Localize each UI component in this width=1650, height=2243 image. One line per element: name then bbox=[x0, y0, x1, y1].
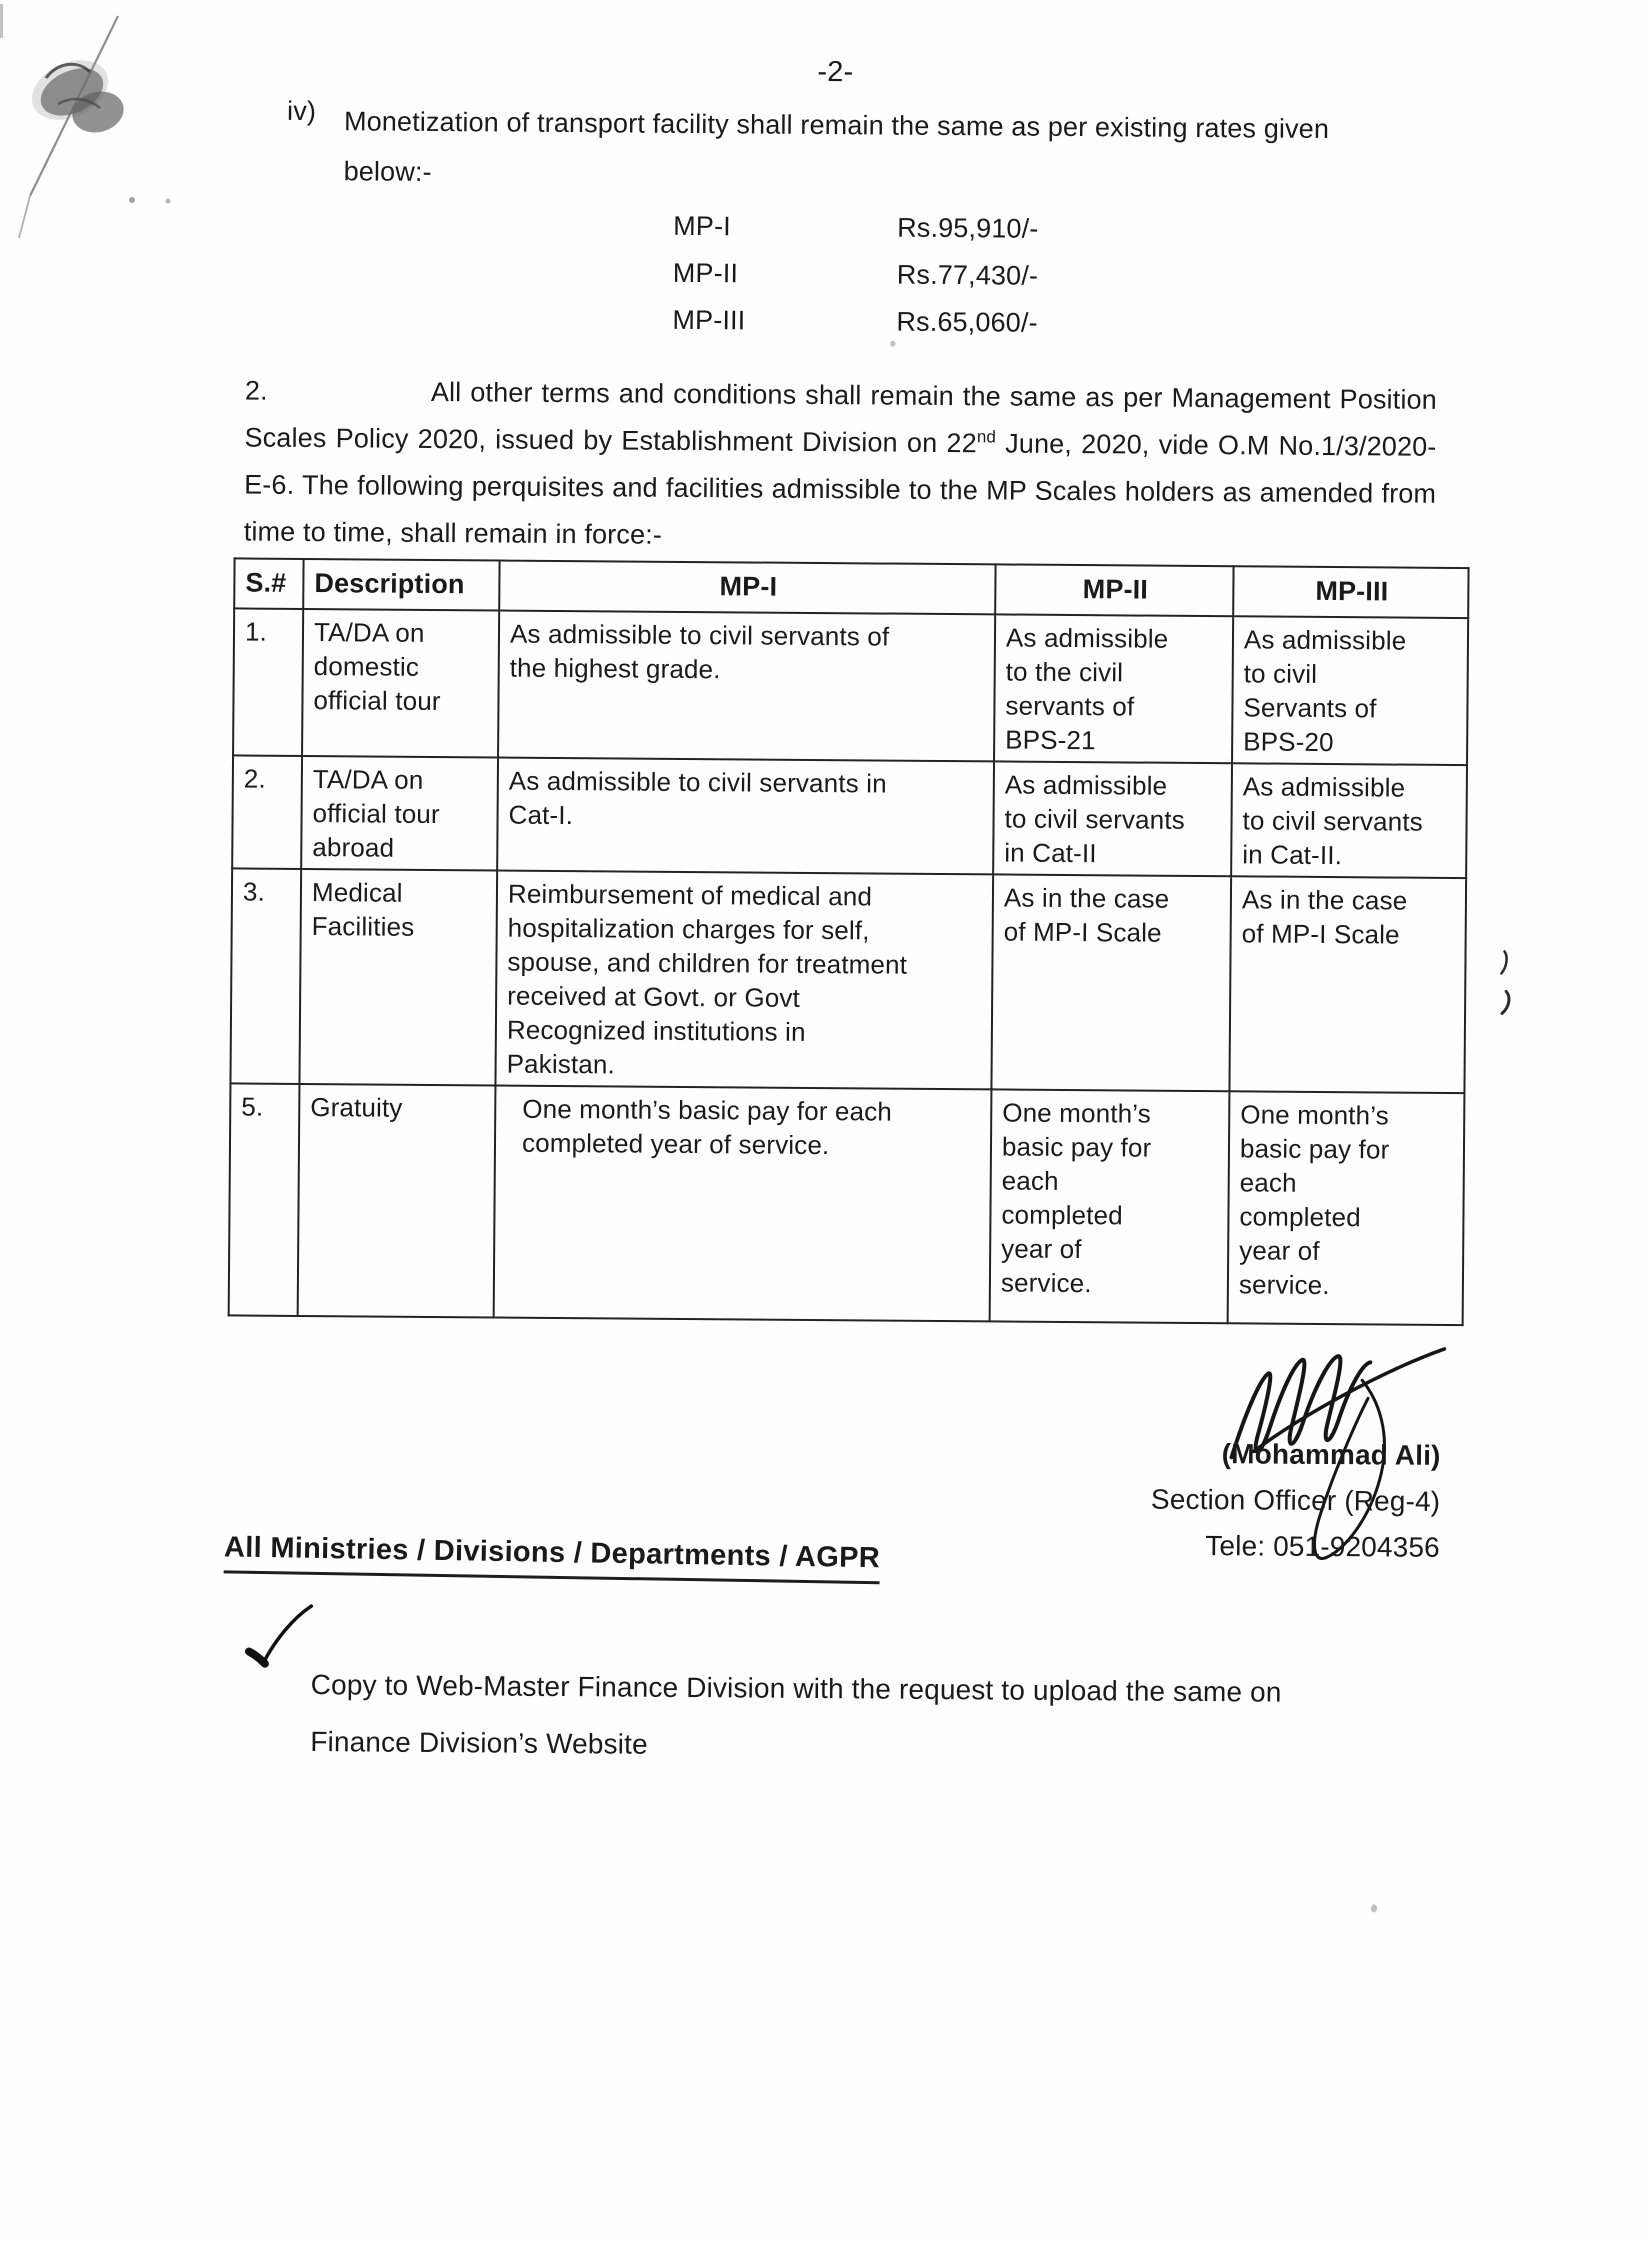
col-header-sn: S.# bbox=[234, 558, 303, 609]
cell-mp2: As in the case of MP-I Scale bbox=[991, 874, 1231, 1091]
cell-sn: 5. bbox=[229, 1083, 300, 1316]
item-iv bbox=[286, 96, 1329, 204]
paragraph-2-text: All other terms and conditions shall remain the same as per Management Position Scales Policy 2020, issued by Establishment Division on 22 bbox=[244, 376, 1437, 459]
item-iv-text bbox=[343, 96, 1329, 204]
checkmark-icon bbox=[235, 1599, 320, 1672]
cell-mp3: One month’s basic pay for each completed year of service. bbox=[1228, 1091, 1465, 1325]
cell-description: TA/DA on domestic official tour bbox=[302, 609, 499, 758]
col-header-mp3: MP-III bbox=[1233, 566, 1468, 618]
cell-mp2: As admissible to civil servants in Cat-II bbox=[993, 761, 1232, 876]
copy-note bbox=[310, 1656, 1282, 1778]
table-row bbox=[229, 1083, 1465, 1325]
rate-amount: Rs.95,910/- bbox=[897, 212, 1039, 244]
table-row bbox=[230, 868, 1466, 1093]
col-header-mp2: MP-II bbox=[995, 564, 1233, 616]
cell-mp2: As admissible to the civil servants of BPS-21 bbox=[994, 614, 1233, 763]
cell-sn: 1. bbox=[233, 608, 303, 756]
ordinal-superscript: nd bbox=[976, 427, 997, 447]
signatory-title: Section Officer (Reg-4) bbox=[1150, 1483, 1441, 1517]
cell-sn: 2. bbox=[232, 755, 302, 869]
monetization-rates bbox=[672, 211, 1038, 355]
cell-mp1: One month’s basic pay for each completed year of service. bbox=[494, 1085, 992, 1321]
col-header-mp1: MP-I bbox=[499, 561, 995, 615]
rate-row bbox=[673, 211, 1039, 261]
cell-mp1: Reimbursement of medical and hospitalization charges for self, spouse, and children for treatment received at Govt. or Govt Recognized institutions in Pakistan. bbox=[495, 870, 993, 1089]
cell-description: TA/DA on official tour abroad bbox=[301, 756, 498, 871]
page-number: -2- bbox=[817, 55, 854, 89]
paragraph-2-text-cont: June, 2020, vide O.M No.1/3/2020-E-6. The following perquisites and facilities admissible to the MP Scales holders as amended from time to time, shall remain in force:- bbox=[243, 428, 1437, 550]
cell-mp2: One month’s basic pay for each completed year of service. bbox=[990, 1089, 1230, 1323]
distribution-heading: All Ministries / Divisions / Departments / AGPR bbox=[224, 1531, 881, 1584]
cell-description: Medical Facilities bbox=[299, 869, 497, 1086]
cell-description: Gratuity bbox=[298, 1084, 496, 1318]
cell-mp3: As in the case of MP-I Scale bbox=[1229, 876, 1466, 1093]
cell-mp1: As admissible to civil servants in Cat-I. bbox=[497, 757, 994, 874]
rate-scale: MP-III bbox=[672, 304, 746, 336]
cell-mp1: As admissible to civil servants of the highest grade. bbox=[498, 610, 995, 761]
copy-note-line-1: Copy to Web-Master Finance Division with the request to upload the same on bbox=[310, 1669, 1282, 1708]
table-row bbox=[233, 608, 1468, 765]
pen-speck-marks bbox=[1492, 945, 1529, 1025]
col-header-description: Description bbox=[303, 559, 499, 611]
rate-row bbox=[673, 258, 1039, 308]
cell-mp3: As admissible to civil Servants of BPS-20 bbox=[1232, 616, 1468, 765]
perquisites-table bbox=[228, 557, 1470, 1326]
signature-block bbox=[1008, 1430, 1441, 1571]
scan-speck bbox=[1371, 1904, 1377, 1912]
cell-sn: 3. bbox=[230, 868, 301, 1084]
rate-row bbox=[672, 305, 1038, 355]
rate-scale: MP-II bbox=[672, 257, 739, 289]
signatory-name: (Mohammad Ali) bbox=[1221, 1438, 1441, 1471]
item-iv-line-1: Monetization of transport facility shall remain the same as per existing rates given bbox=[343, 106, 1330, 145]
item-iv-marker: iv) bbox=[286, 95, 317, 127]
paragraph-2-number: 2. bbox=[244, 375, 268, 406]
rate-amount: Rs.77,430/- bbox=[896, 259, 1039, 291]
item-iv-line-2: below:- bbox=[343, 156, 432, 187]
scan-speck bbox=[890, 341, 895, 347]
rate-amount: Rs.65,060/- bbox=[896, 306, 1038, 338]
paragraph-2 bbox=[244, 367, 1437, 564]
cell-mp3: As admissible to civil servants in Cat-II. bbox=[1231, 763, 1467, 878]
rate-scale: MP-I bbox=[673, 210, 731, 242]
signatory-phone: Tele: 051-9204356 bbox=[1205, 1530, 1440, 1563]
copy-note-line-2: Finance Division’s Website bbox=[310, 1726, 648, 1760]
table-row bbox=[232, 755, 1467, 878]
